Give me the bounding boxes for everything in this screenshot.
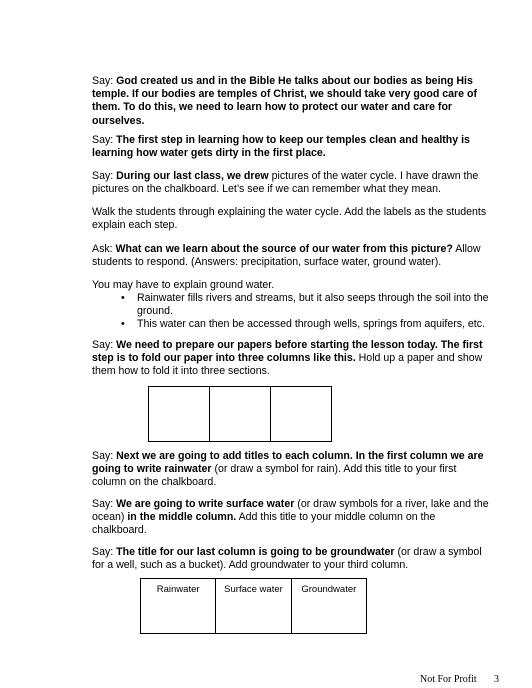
bold-text: The title for our last column is going to be groundwater — [116, 546, 395, 558]
speaker-label: Say: — [92, 450, 117, 462]
column-titles-table — [140, 578, 367, 634]
paragraph-10 — [92, 546, 490, 572]
fold-column — [271, 387, 331, 441]
paragraph-5 — [92, 243, 490, 269]
paragraph-6 — [92, 279, 490, 292]
three-column-fold-diagram — [148, 386, 332, 442]
bold-text: God created us and in the Bible He talks about our bodies as being His temple. If our bodies are temples of Christ, we should take very good care of them. To do this, we need to learn how to protect our water and care for ourselves. — [92, 75, 477, 127]
speaker-label: Ask: — [92, 243, 116, 255]
bold-text: What can we learn about the source of our water from this picture? — [115, 243, 453, 255]
speaker-label: Say: — [92, 339, 117, 351]
plain-text: Allow students to respond. (Answers: precipitation, surface water, ground water). — [92, 243, 481, 269]
fold-column — [210, 387, 271, 441]
bullet-text: This water can then be accessed through wells, springs from aquifers, etc. — [137, 318, 485, 331]
page-number: 3 — [494, 674, 499, 685]
paragraph-7 — [92, 339, 490, 379]
list-item — [92, 292, 492, 318]
list-item — [92, 318, 492, 331]
plain-text: (or draw a symbol for a well, such as a bucket). Add groundwater to your third column. — [92, 546, 482, 572]
paragraph-4 — [92, 206, 490, 232]
bold-text: We need to prepare our papers before starting the lesson today. The first step is to fold our paper into three columns like this. — [92, 339, 483, 365]
bold-text: We are going to write surface water — [116, 498, 295, 510]
paragraph-8 — [92, 450, 490, 490]
plain-text: (or draw symbols for a river, lake and the ocean) — [92, 498, 489, 524]
plain-text: (or draw a symbol for rain). Add this title to your first column on the chalkboard. — [92, 463, 457, 489]
paragraph-1 — [92, 75, 490, 128]
fold-column — [149, 387, 210, 441]
column-header-rainwater: Rainwater — [141, 579, 216, 633]
footer-label: Not For Profit — [420, 674, 477, 685]
speaker-label: Say: — [92, 170, 117, 182]
paragraph-9 — [92, 498, 490, 538]
plain-text: Add this title to your middle column on the chalkboard. — [92, 511, 436, 537]
bold-text: Next we are going to add titles to each column. In the first column we are going to write rainwater — [92, 450, 484, 476]
plain-text: pictures of the water cycle. I have drawn the pictures on the chalkboard. Let’s see if we can remember what they mean. — [92, 170, 479, 196]
bullet-icon: • — [121, 292, 125, 304]
bold-text: During our last class, we drew — [116, 170, 269, 182]
column-header-surface-water: Surface water — [216, 579, 291, 633]
speaker-label: Say: — [92, 546, 117, 558]
speaker-label: Say: — [92, 134, 117, 146]
bold-text: in the middle column. — [127, 511, 237, 524]
bullet-icon: • — [121, 318, 125, 331]
plain-text: Hold up a paper and show them how to fold it into three sections. — [92, 352, 483, 378]
speaker-label: Say: — [92, 498, 117, 510]
plain-text: You may have to explain ground water. — [92, 279, 275, 291]
column-header-groundwater: Groundwater — [301, 584, 357, 595]
bold-text: The first step in learning how to keep our temples clean and healthy is learning how water gets dirty in the first place. — [92, 134, 470, 160]
speaker-label: Say: — [92, 75, 117, 87]
plain-text: Walk the students through explaining the water cycle. Add the labels as the students explain each step. — [92, 206, 487, 232]
bullet-text: Rainwater fills rivers and streams, but it also seeps through the soil into the ground. — [137, 292, 489, 318]
paragraph-3 — [92, 170, 490, 196]
paragraph-2 — [92, 134, 490, 160]
ground-water-bullet-list — [92, 292, 492, 332]
